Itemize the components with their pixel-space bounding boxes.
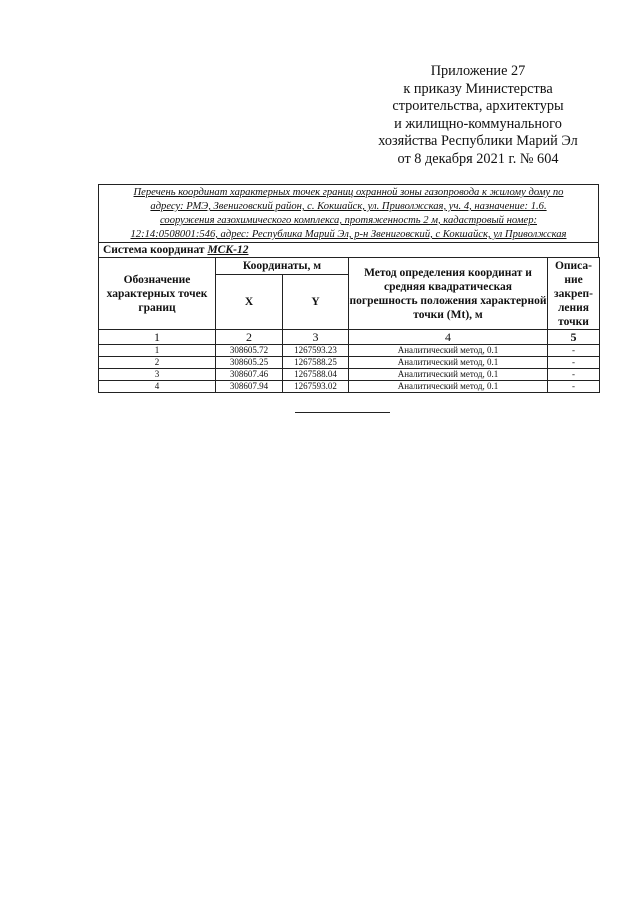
cell-point: 4 [99,381,216,393]
cell-method: Аналитический метод, 0.1 [349,381,548,393]
coordinate-system [98,242,599,257]
header-description: Описа-ние закреп-ления точки [548,258,600,330]
cell-desc: - [548,357,600,369]
cell-x: 308605.25 [216,357,283,369]
cell-y: 1267593.23 [283,345,349,357]
header-method: Метод определения координат и средняя квадратическая погрешность положения характерной точки (Mt), м [349,258,548,330]
cell-desc: - [548,345,600,357]
caption-line: Перечень координат характерных точек границ охранной зоны газопровода к жилому дому по [133,187,564,198]
header-line: строительства, архитектуры [392,98,564,114]
table-row [99,381,600,393]
cell-desc: - [548,369,600,381]
table-row [99,357,600,369]
column-number: 5 [548,330,600,345]
column-number: 4 [349,330,548,345]
column-number: 3 [283,330,349,345]
header-line: к приказу Министерства [403,80,553,97]
cell-desc: - [548,381,600,393]
header-y: Y [283,275,349,330]
coordinate-system-label: Система координат [103,244,205,256]
table-row [99,369,600,381]
caption-line: адресу: РМЭ, Звениговский район, с. Кокшайск, ул. Приволжская, уч. 4, назначение: 1.6. [150,201,547,212]
cell-x: 308607.46 [216,369,283,381]
cell-point: 1 [99,345,216,357]
column-number: 2 [216,330,283,345]
header-point: Обозначение характерных точек границ [99,258,216,330]
table-row [99,345,600,357]
header-line: и жилищно-коммунального [394,115,562,132]
cell-method: Аналитический метод, 0.1 [349,357,548,369]
closing-line [295,412,390,413]
coordinate-system-value: МСК-12 [207,244,249,256]
cell-y: 1267593.02 [283,381,349,393]
cell-y: 1267588.25 [283,357,349,369]
appendix-header [360,63,596,168]
header-line: от 8 декабря 2021 г. № 604 [397,150,559,167]
cell-x: 308607.94 [216,381,283,393]
table-caption [98,184,599,242]
cell-point: 3 [99,369,216,381]
header-line: хозяйства Республики Марий Эл [378,133,578,149]
cell-y: 1267588.04 [283,369,349,381]
header-coords: Координаты, м [216,258,349,275]
header-x: X [216,275,283,330]
column-number: 1 [99,330,216,345]
caption-line: сооружения газохимического комплекса, протяженность 2 м, кадастровый номер: [159,215,538,226]
column-number-row [99,330,600,345]
cell-x: 308605.72 [216,345,283,357]
cell-method: Аналитический метод, 0.1 [349,369,548,381]
cell-method: Аналитический метод, 0.1 [349,345,548,357]
table-header-row [99,258,600,275]
header-line: Приложение 27 [430,63,526,79]
coordinates-table [98,257,600,393]
coordinates-block [98,184,599,393]
caption-line: 12:14:0508001:546, адрес: Республика Марий Эл, р-н Звениговский, с Кокшайск, ул Приволжская [130,229,567,240]
cell-point: 2 [99,357,216,369]
